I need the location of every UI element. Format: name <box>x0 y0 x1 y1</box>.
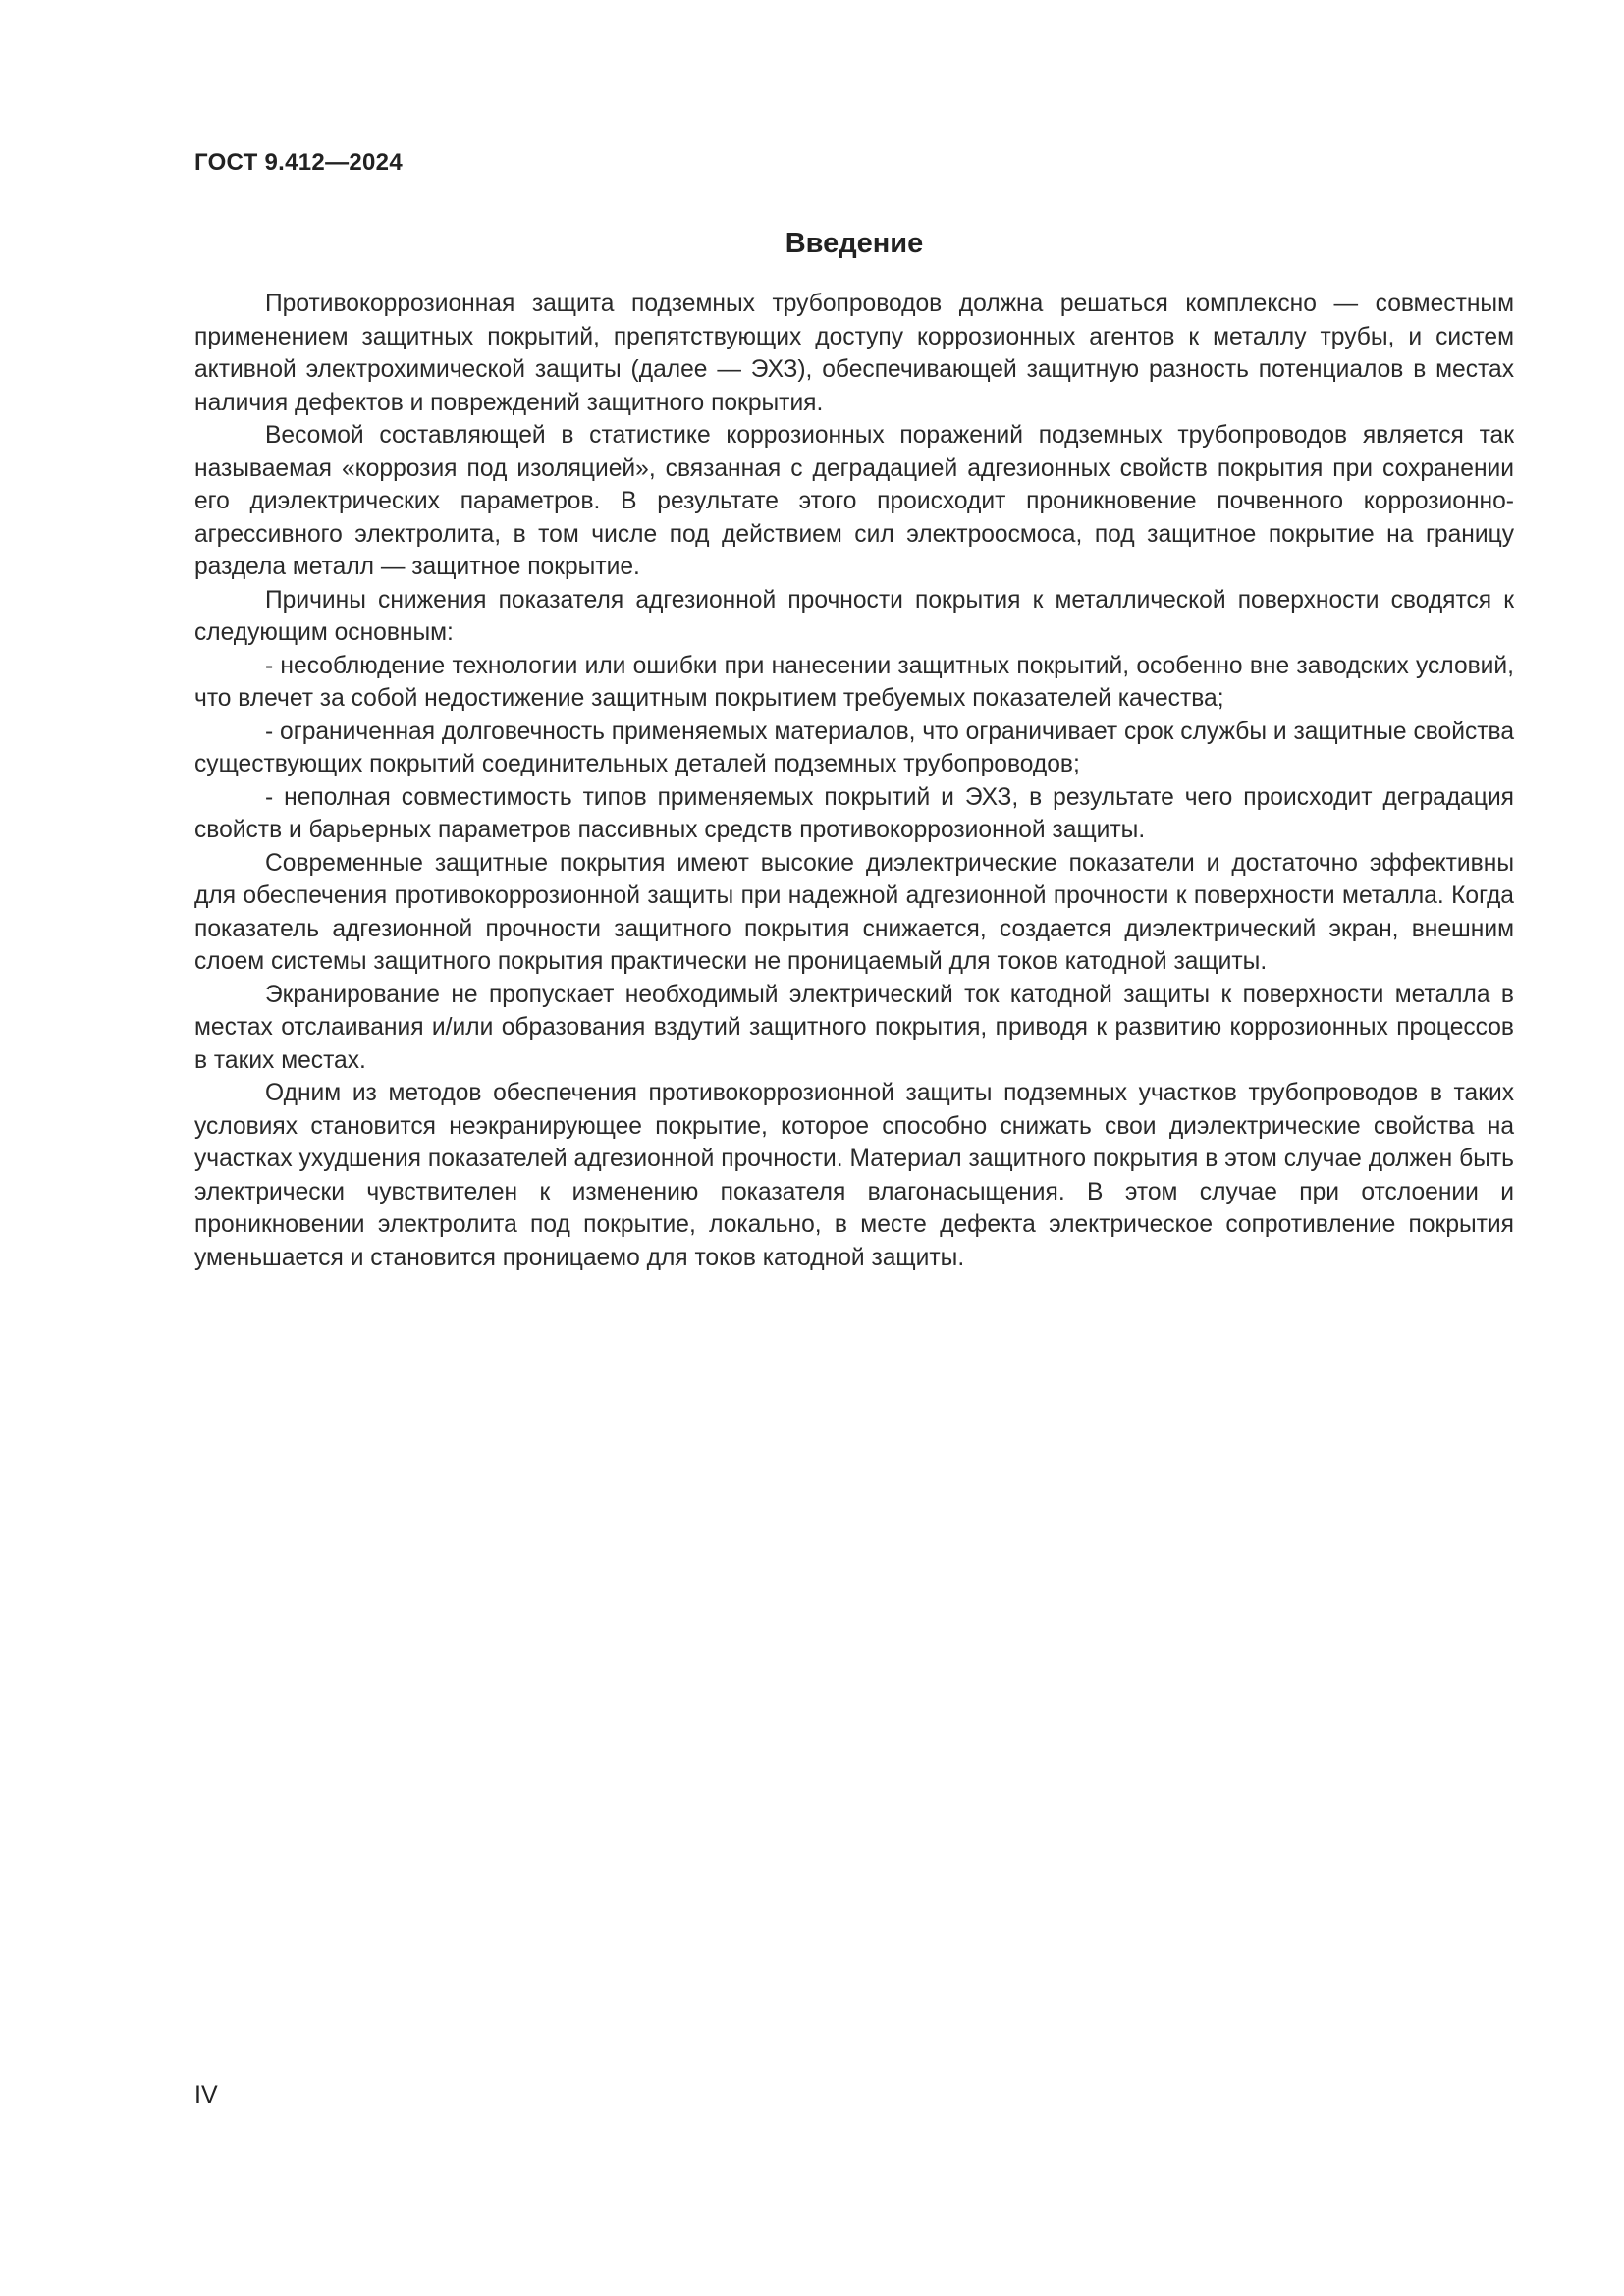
introduction-body <box>194 288 1514 1274</box>
paragraph: Экранирование не пропускает необходимый электрический ток катодной защиты к поверхности металла в местах отслаивания и/или образования вздутий защитного покрытия, приводя к развитию коррозионных процессов в таких местах. <box>194 981 1514 1074</box>
document-code-header: ГОСТ 9.412—2024 <box>194 149 403 176</box>
list-item: - неполная совместимость типов применяемых покрытий и ЭХЗ, в результате чего происходит деградация свойств и барьерных параметров пассивных средств противокоррозионной защиты. <box>194 783 1514 843</box>
paragraph: Одним из методов обеспечения противокоррозионной защиты подземных участков трубопроводов в таких условиях становится неэкранирующее покрытие, которое способно снижать свои диэлектрические свойства на участках ухудшения показателей адгезионной прочности. Материал защитного покрытия в этом случае должен быть электрически чувствителен к изменению показателя влагонасыщения. В этом случае при отслоении и проникновении электролита под покрытие, локально, в месте дефекта электрическое сопротивление покрытия уменьшается и становится проницаемо для токов катодной защиты. <box>194 1080 1514 1271</box>
section-title: Введение <box>785 228 924 259</box>
list-item: - несоблюдение технологии или ошибки при нанесении защитных покрытий, особенно вне заводских условий, что влечет за собой недостижение защитным покрытием требуемых показателей качества; <box>194 652 1514 712</box>
list-item: - ограниченная долговечность применяемых материалов, что ограничивает срок службы и защитные свойства существующих покрытий соединительных деталей подземных трубопроводов; <box>194 718 1514 777</box>
paragraph: Причины снижения показателя адгезионной прочности покрытия к металлической поверхности сводятся к следующим основным: <box>194 586 1514 646</box>
paragraph: Противокоррозионная защита подземных трубопроводов должна решаться комплексно — совместным применением защитных покрытий, препятствующих доступу коррозионных агентов к металлу трубы, и систем активной электрохимической защиты (далее — ЭХЗ), обеспечивающей защитную разность потенциалов в местах наличия дефектов и повреждений защитного покрытия. <box>194 291 1514 416</box>
paragraph: Современные защитные покрытия имеют высокие диэлектрические показатели и достаточно эффективны для обеспечения противокоррозионной защиты при надежной адгезионной прочности к поверхности металла. Когда показатель адгезионной прочности защитного покрытия снижается, создается диэлектрический экран, внешним слоем системы защитного покрытия практически не проницаемый для токов катодной защиты. <box>194 849 1514 975</box>
page-number: IV <box>194 2081 218 2109</box>
paragraph: Весомой составляющей в статистике коррозионных поражений подземных трубопроводов является так называемая «коррозия под изоляцией», связанная с деградацией адгезионных свойств покрытия при сохранении его диэлектрических параметров. В результате этого происходит проникновение почвенного коррозионно-агрессивного электролита, в том числе под действием сил электроосмоса, под защитное покрытие на границу раздела металл — защитное покрытие. <box>194 422 1514 580</box>
